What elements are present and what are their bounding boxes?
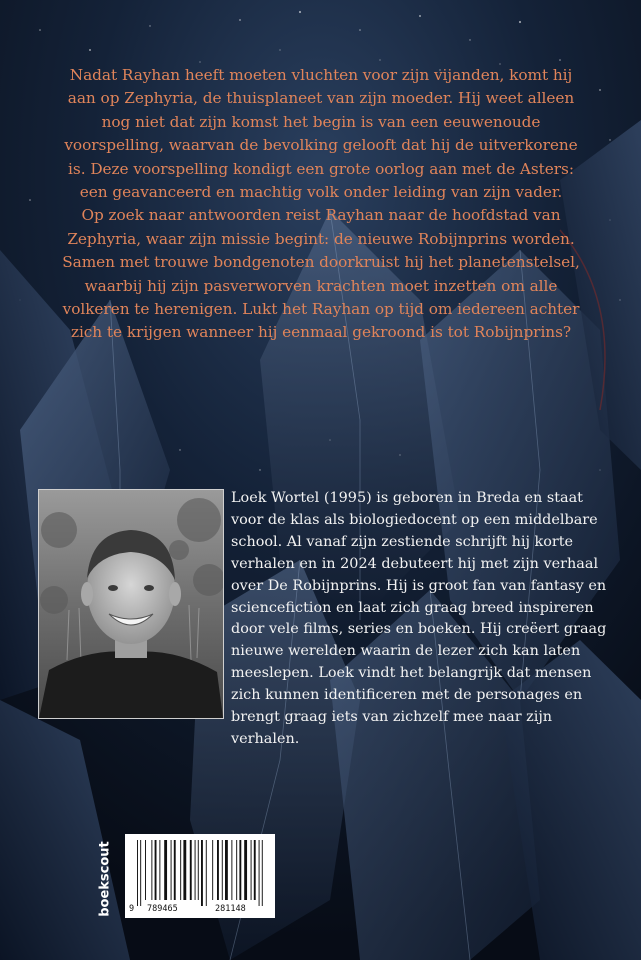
barcode-bar — [222, 840, 223, 900]
barcode-bar — [259, 840, 260, 906]
barcode-bar — [198, 840, 199, 900]
barcode-bar — [239, 840, 241, 900]
barcode-bar — [180, 840, 181, 900]
barcode-bar — [212, 840, 213, 900]
barcode-bar — [145, 840, 146, 900]
barcode-bar — [236, 840, 237, 900]
author-bio — [231, 488, 609, 751]
barcode-group-1: 789465 — [147, 904, 178, 914]
barcode-bar — [206, 840, 207, 906]
barcode-bar — [137, 840, 138, 906]
isbn-barcode — [125, 834, 275, 918]
barcode-bar — [244, 840, 247, 900]
barcode-bar — [174, 840, 176, 900]
barcode-bar — [140, 840, 141, 906]
barcode-bar — [225, 840, 228, 900]
synopsis — [62, 64, 580, 345]
synopsis-paragraph-1: Nadat Rayhan heeft moeten vluchten voor zijn vijanden, komt hij aan op Zephyria, de thuisplaneet van zijn moeder. Hij weet alleen nog niet dat zijn komst het begin is van een eeuwenoude voorspelling, waarvan de bevolking gelooft dat hij de uitverkorene is. Deze voorspelling kondigt een grote oorlog aan met de Asters: een geavanceerd en machtig volk onder leiding van zijn vader. — [64, 66, 578, 202]
barcode-bar — [231, 840, 232, 900]
barcode-bar — [155, 840, 157, 900]
barcode-bar — [151, 840, 152, 900]
barcode-bar — [262, 840, 263, 906]
barcode-group-2: 281148 — [215, 904, 246, 914]
barcode-bar — [195, 840, 196, 900]
barcode-bar — [251, 840, 252, 900]
barcode-bar — [254, 840, 256, 900]
author-bio-text: Loek Wortel (1995) is geboren in Breda en staat voor de klas als biologiedocent op een middelbare school. Al vanaf zijn zestiende schrijft hij korte verhalen en in 2024 debuteert hij met zijn verhaal over De Robijnprins. Hij is groot fan van fantasy en sciencefiction en laat zich graag breed inspireren door vele films, series en boeken. Hij creëert graag nieuwe werelden waarin de lezer zich kan laten meeslepen. Loek vindt het belangrijk dat mensen zich kunnen identificeren met de personages en brengt graag iets van zichzelf mee naar zijn verhalen. — [231, 490, 607, 747]
synopsis-paragraph-2: Op zoek naar antwoorden reist Rayhan naar de hoofdstad van Zephyria, waar zijn missie begint: de nieuwe Robijnprins worden. Samen met trouwe bondgenoten doorkruist hij het planetenstelsel, waarbij hij zijn pasverworven krachten moet inzetten om alle volkeren te herenigen. Lukt het Rayhan op tijd om iedereen achter zich te krijgen wanneer hij eenmaal gekroond is tot Robijnprins? — [62, 206, 580, 342]
barcode-bar — [164, 840, 167, 900]
barcode-numbers — [125, 904, 275, 916]
author-photo — [38, 489, 224, 719]
barcode-bar — [201, 840, 203, 906]
barcode-bar — [183, 840, 186, 900]
barcode-bar — [190, 840, 192, 900]
publisher-logo-text: boekscout — [97, 841, 113, 917]
barcode-bar — [171, 840, 172, 900]
barcode-bar — [159, 840, 160, 900]
barcode-prefix: 9 — [129, 904, 135, 914]
publisher-logo — [94, 841, 116, 917]
barcode-bar — [217, 840, 219, 900]
